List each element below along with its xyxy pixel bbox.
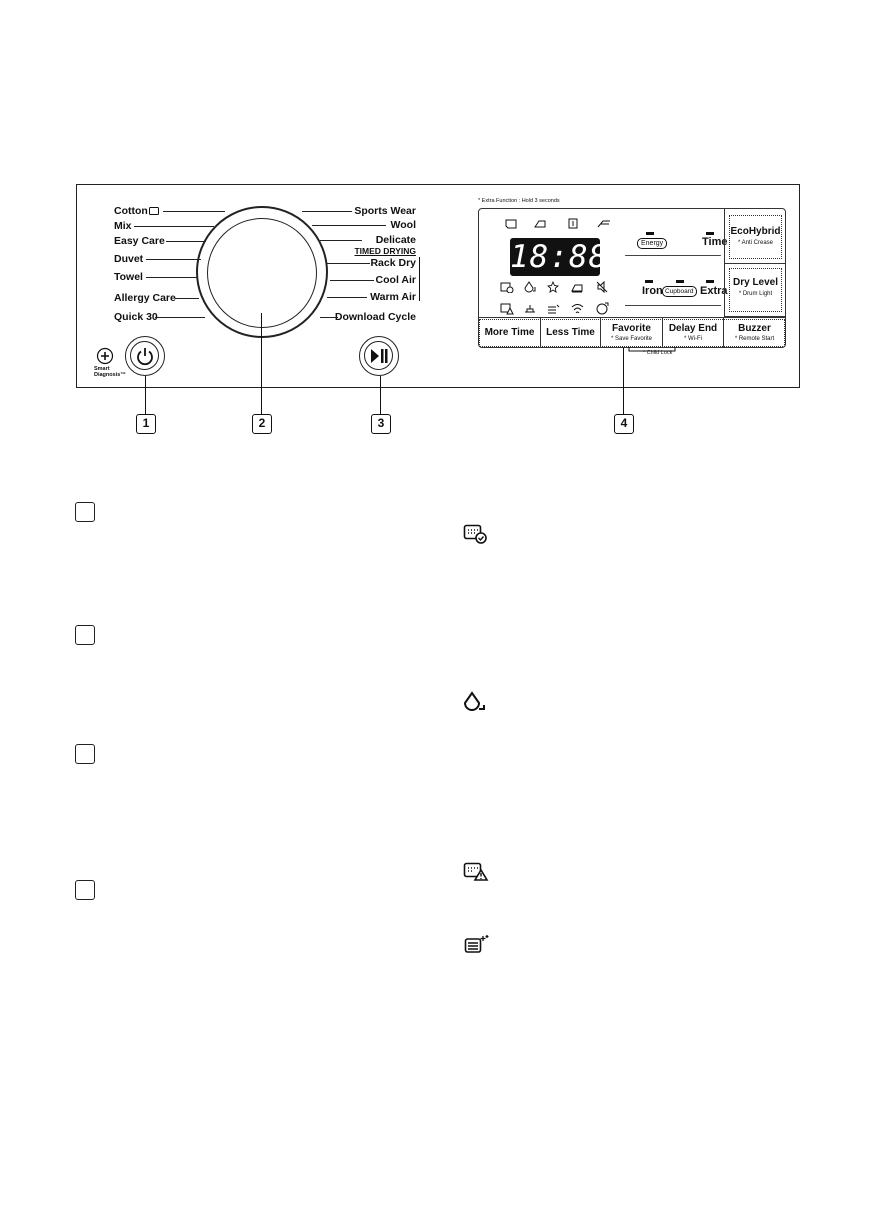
favorite-label: Favorite bbox=[612, 323, 651, 334]
iron-indicator-icon bbox=[571, 282, 583, 293]
leader-download-cycle bbox=[320, 317, 338, 318]
program-towel: Towel bbox=[114, 271, 143, 283]
leader-mix bbox=[134, 226, 214, 227]
timed-drying-bracket bbox=[419, 257, 420, 301]
filter-check-icon bbox=[463, 524, 488, 544]
program-cool-air: Cool Air bbox=[375, 274, 416, 286]
indicator-icon-2 bbox=[534, 219, 546, 229]
time-display bbox=[510, 238, 609, 276]
ecohybrid-button[interactable] bbox=[724, 209, 786, 264]
condenser-indicator-icon bbox=[547, 303, 560, 315]
time-label: Time bbox=[702, 236, 728, 248]
program-rack-dry: Rack Dry bbox=[370, 257, 416, 269]
leader-duvet bbox=[146, 259, 201, 260]
leader-wool bbox=[312, 225, 386, 226]
water-tank-icon bbox=[463, 691, 487, 713]
rectangle-icon bbox=[149, 207, 159, 215]
leader-warm-air bbox=[327, 297, 367, 298]
program-wool: Wool bbox=[390, 219, 416, 231]
callout-2: 2 bbox=[252, 414, 272, 434]
program-dial-inner bbox=[207, 218, 317, 328]
leader-allergy-care bbox=[175, 298, 199, 299]
ecohybrid-label: EcoHybrid bbox=[730, 226, 781, 237]
energy-led bbox=[646, 232, 654, 235]
iron-label: Iron bbox=[642, 285, 663, 297]
star-icon bbox=[547, 281, 559, 293]
drum-light-indicator-icon bbox=[524, 303, 536, 315]
indicator-icon-3 bbox=[568, 218, 578, 229]
callout-line-2 bbox=[261, 313, 262, 414]
callout-1: 1 bbox=[136, 414, 156, 434]
section-box-3 bbox=[75, 744, 95, 764]
section-box-2 bbox=[75, 625, 95, 645]
start-pause-button[interactable] bbox=[359, 336, 399, 376]
program-mix: Mix bbox=[114, 220, 132, 232]
callout-line-4 bbox=[623, 348, 624, 414]
power-button[interactable] bbox=[125, 336, 165, 376]
dry-level-sub: * Drum Light bbox=[738, 291, 773, 297]
cupboard-label: Cupboard bbox=[662, 286, 697, 297]
program-warm-air: Warm Air bbox=[370, 291, 416, 303]
leader-easy-care bbox=[166, 241, 206, 242]
dry-level-hold-border bbox=[729, 268, 782, 312]
filter-warning-indicator-icon bbox=[500, 303, 514, 315]
divider-upper bbox=[625, 255, 721, 256]
section-box-4 bbox=[75, 880, 95, 900]
ecohybrid-hold-border bbox=[729, 215, 782, 259]
cupboard-led bbox=[676, 280, 684, 283]
leader-delicate bbox=[320, 240, 362, 241]
less-time-label: Less Time bbox=[546, 327, 595, 338]
smart-diagnosis-label: Smart Diagnosis™ bbox=[94, 366, 126, 378]
delay-end-label: Delay End bbox=[668, 323, 718, 334]
leader-sports-wear bbox=[302, 211, 352, 212]
buzzer-label: Buzzer bbox=[738, 323, 771, 334]
condenser-clean-icon bbox=[464, 934, 490, 954]
program-quick-30: Quick 30 bbox=[114, 311, 158, 323]
leader-quick-30 bbox=[155, 317, 205, 318]
filter-warning-icon bbox=[463, 862, 489, 882]
divider-lower bbox=[625, 305, 721, 306]
time-led bbox=[706, 232, 714, 235]
wifi-icon bbox=[571, 303, 584, 315]
iron-led bbox=[645, 280, 653, 283]
section-box-1 bbox=[75, 502, 95, 522]
program-cotton: Cotton bbox=[114, 205, 148, 217]
power-icon bbox=[135, 346, 155, 366]
indicator-icon-4 bbox=[597, 219, 611, 229]
child-lock-label: * Child Lock bbox=[643, 350, 673, 356]
extra-function-dotted-border bbox=[479, 319, 785, 347]
ecohybrid-sub: * Anti Crease bbox=[737, 240, 774, 246]
smart-diagnosis-icon[interactable] bbox=[96, 347, 114, 365]
play-pause-icon bbox=[369, 347, 389, 365]
extra-led bbox=[706, 280, 714, 283]
mute-icon bbox=[596, 281, 608, 293]
energy-label: Energy bbox=[637, 238, 667, 249]
timed-drying-label: TIMED DRYING bbox=[354, 246, 416, 256]
program-download-cycle: Download Cycle bbox=[334, 311, 416, 323]
leader-rack-dry bbox=[327, 263, 370, 264]
callout-4: 4 bbox=[614, 414, 634, 434]
water-tank-indicator-icon bbox=[524, 281, 536, 293]
more-time-label: More Time bbox=[484, 327, 535, 338]
program-duvet: Duvet bbox=[114, 253, 144, 265]
callout-3: 3 bbox=[371, 414, 391, 434]
callout-line-3 bbox=[380, 376, 381, 414]
dry-level-label: Dry Level bbox=[732, 277, 779, 288]
delay-end-sub: * Wi-Fi bbox=[684, 336, 702, 342]
dry-level-button[interactable] bbox=[724, 264, 786, 317]
leader-cool-air bbox=[330, 280, 374, 281]
program-delicate: Delicate bbox=[375, 234, 416, 246]
time-display-digits: 18:88 bbox=[510, 239, 609, 275]
extra-label: Extra bbox=[700, 285, 728, 297]
remote-start-icon bbox=[596, 302, 609, 315]
buzzer-sub: * Remote Start bbox=[734, 336, 775, 342]
leader-cotton bbox=[163, 211, 225, 212]
program-allergy-care: Allergy Care bbox=[114, 292, 176, 304]
leader-towel bbox=[146, 277, 198, 278]
extra-function-note: * Extra Function : Hold 3 seconds bbox=[478, 198, 560, 204]
filter-check-indicator-icon bbox=[500, 282, 514, 293]
favorite-sub: * Save Favorite bbox=[610, 336, 653, 342]
program-easy-care: Easy Care bbox=[114, 235, 165, 247]
program-sports-wear: Sports Wear bbox=[354, 205, 416, 217]
callout-line-1 bbox=[145, 376, 146, 414]
indicator-icon-1 bbox=[505, 219, 517, 229]
bottom-button-row bbox=[479, 317, 785, 348]
